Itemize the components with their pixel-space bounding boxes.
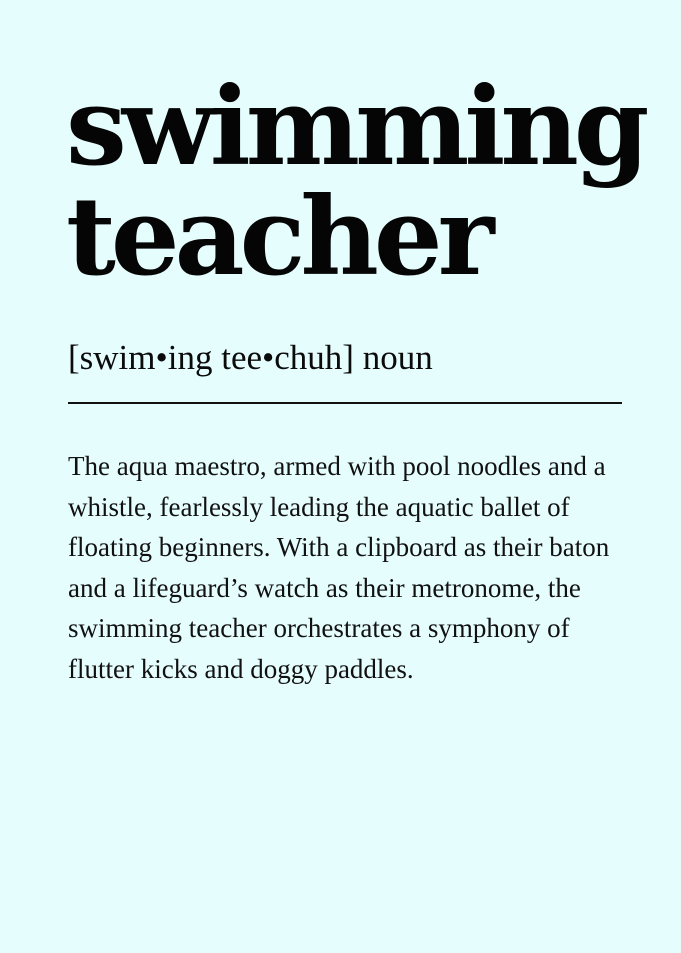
headword xyxy=(66,64,645,300)
headword-line-1: swimming xyxy=(66,64,645,190)
definition-text: The aqua maestro, armed with pool noodles and a whistle, fearlessly leading the aquatic ballet of floating beginners. With a clipboard as their baton and a lifeguard’s watch as their metronome, the swimming teacher orchestrates a symphony of flutter kicks and doggy paddles. xyxy=(68,451,610,684)
divider xyxy=(68,402,622,404)
headword-line-2: teacher xyxy=(66,174,490,300)
pronunciation: [swim•ing tee•chuh] noun xyxy=(68,338,433,377)
